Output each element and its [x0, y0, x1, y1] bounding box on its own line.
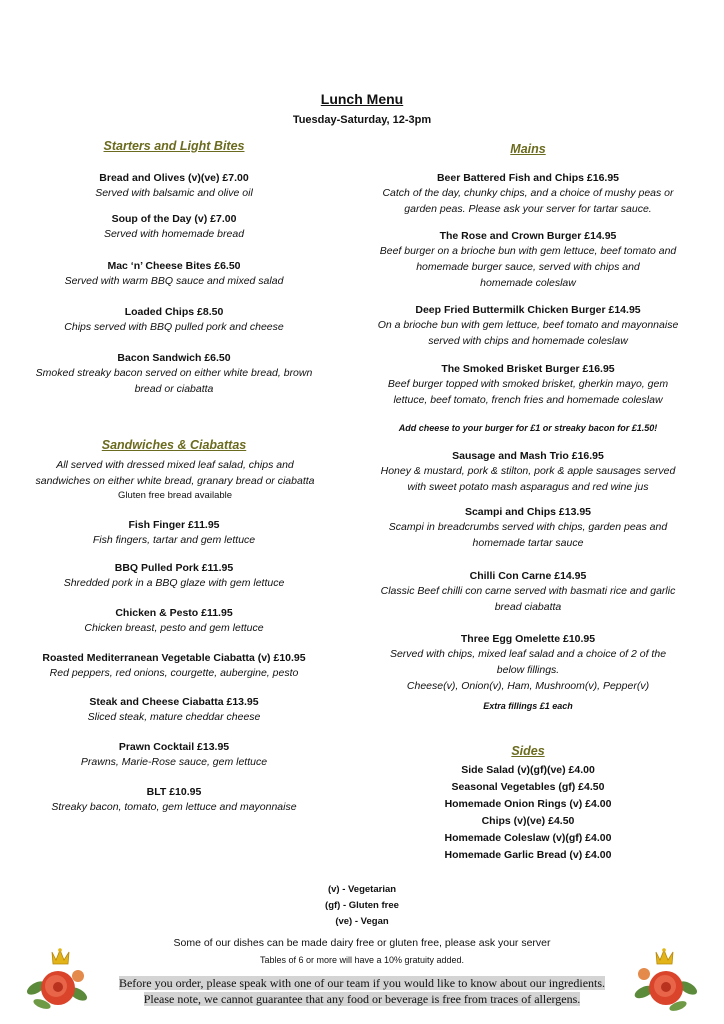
item-description: Served with warm BBQ sauce and mixed salad [64, 275, 284, 287]
starter-item [14, 171, 334, 201]
item-description: Sliced steak, mature cheddar cheese [87, 711, 261, 723]
item-description: Cheese(v), Onion(v), Ham, Mushroom(v), Pepper(v) [406, 680, 650, 692]
burger-addon-note: Add cheese to your burger for £1 or streaky bacon for £1.50! [398, 423, 658, 433]
dietary-legend [212, 882, 512, 930]
item-name: Chicken & Pesto £11.95 [115, 607, 233, 619]
sides-list [360, 762, 696, 864]
rose-crown-logo-right [632, 946, 702, 1016]
item-description: garden peas. Please ask your server for tartar sauce. [404, 203, 652, 215]
side-item: Homemade Coleslaw (v)(gf) £4.00 [444, 832, 612, 844]
sandwich-item [14, 518, 334, 548]
item-description: lettuce, beef tomato, french fries and homemade coleslaw [393, 394, 663, 406]
item-description: Shredded pork in a BBQ glaze with gem lettuce [63, 577, 285, 589]
item-name: The Rose and Crown Burger £14.95 [439, 230, 617, 242]
item-description: Fish fingers, tartar and gem lettuce [92, 534, 256, 546]
sandwich-item [14, 695, 334, 725]
side-item: Homemade Onion Rings (v) £4.00 [444, 798, 612, 810]
item-name: Soup of the Day (v) £7.00 [111, 213, 237, 225]
item-name: Deep Fried Buttermilk Chicken Burger £14.95 [415, 304, 641, 316]
item-description: homemade burger sauce, served with chips and [416, 261, 640, 273]
menu-title: Lunch Menu [320, 91, 404, 107]
starters-heading: Starters and Light Bites [103, 139, 245, 153]
allergen-line-2: Please note, we cannot guarantee that any food or beverage is free from traces of allergens. [143, 992, 581, 1006]
item-name: Beer Battered Fish and Chips £16.95 [436, 172, 620, 184]
main-item [360, 449, 696, 495]
main-item [360, 171, 696, 217]
item-description: Served with homemade bread [103, 228, 245, 240]
legend-item: (ve) - Vegan [335, 916, 389, 927]
rose-crown-logo-left [22, 946, 92, 1016]
item-description: Beef burger topped with smoked brisket, gherkin mayo, gem [387, 378, 669, 390]
item-description: bread or ciabatta [134, 383, 214, 395]
main-item [360, 362, 696, 408]
item-description: Streaky bacon, tomato, gem lettuce and mayonnaise [51, 801, 297, 813]
sandwiches-intro [10, 457, 340, 503]
item-description: On a brioche bun with gem lettuce, beef tomato and mayonnaise [377, 319, 679, 331]
gratuity-note: Tables of 6 or more will have a 10% gratuity added. [259, 955, 465, 965]
item-name: Roasted Mediterranean Vegetable Ciabatta (v) £10.95 [42, 652, 306, 664]
item-description: served with chips and homemade coleslaw [428, 335, 628, 347]
side-item: Chips (v)(ve) £4.50 [481, 815, 575, 827]
intro-line: sandwiches on either white bread, granary bread or ciabatta [35, 475, 315, 487]
item-name: Prawn Cocktail £13.95 [118, 741, 230, 753]
item-name: BLT £10.95 [146, 786, 202, 798]
item-description: Served with balsamic and olive oil [95, 187, 253, 199]
item-name: Bread and Olives (v)(ve) £7.00 [99, 172, 249, 184]
item-description: bread ciabatta [494, 601, 562, 613]
item-name: Sausage and Mash Trio £16.95 [452, 450, 604, 462]
item-description: Catch of the day, chunky chips, and a choice of mushy peas or [382, 187, 674, 199]
item-name: Steak and Cheese Ciabatta £13.95 [89, 696, 259, 708]
sandwich-item [14, 740, 334, 770]
starter-item [14, 351, 334, 397]
menu-subtitle: Tuesday-Saturday, 12-3pm [292, 114, 432, 126]
item-description: Chips served with BBQ pulled pork and cheese [64, 321, 284, 333]
main-item [360, 303, 696, 349]
main-item [360, 569, 696, 615]
item-description: with sweet potato mash asparagus and red wine jus [407, 481, 649, 493]
starter-item [14, 259, 334, 289]
sides-heading: Sides [511, 744, 545, 758]
item-description: Scampi in breadcrumbs served with chips, garden peas and [388, 521, 668, 533]
item-description: below fillings. [496, 664, 560, 676]
starter-item [14, 305, 334, 335]
sandwich-item [14, 561, 334, 591]
main-item [360, 505, 696, 551]
extra-fillings-note: Extra fillings £1 each [483, 701, 573, 711]
item-description: Beef burger on a brioche bun with gem lettuce, beef tomato and [379, 245, 677, 257]
item-description: Chicken breast, pesto and gem lettuce [84, 622, 264, 634]
main-item [360, 229, 696, 291]
item-description: Classic Beef chilli con carne served with basmati rice and garlic [380, 585, 676, 597]
side-item: Side Salad (v)(gf)(ve) £4.00 [461, 764, 595, 776]
sandwiches-heading: Sandwiches & Ciabattas [101, 438, 247, 452]
item-description: Prawns, Marie-Rose sauce, gem lettuce [80, 756, 268, 768]
side-item: Seasonal Vegetables (gf) £4.50 [451, 781, 605, 793]
intro-line: All served with dressed mixed leaf salad, chips and [56, 459, 294, 471]
item-name: Fish Finger £11.95 [128, 519, 220, 531]
item-name: Mac ‘n’ Cheese Bites £6.50 [107, 260, 241, 272]
item-description: Red peppers, red onions, courgette, aubergine, pesto [49, 667, 299, 679]
sandwich-item [14, 785, 334, 815]
allergen-line-1: Before you order, please speak with one of our team if you would like to know about our ingredients. [118, 976, 606, 990]
starter-item [14, 212, 334, 242]
main-item [360, 632, 696, 694]
mains-heading: Mains [510, 142, 546, 156]
dairy-gluten-note: Some of our dishes can be made dairy free or gluten free, please ask your server [173, 937, 551, 949]
side-item: Homemade Garlic Bread (v) £4.00 [444, 849, 612, 861]
legend-item: (v) - Vegetarian [327, 884, 397, 895]
sandwich-item [14, 606, 334, 636]
item-description: Smoked streaky bacon served on either white bread, brown [35, 367, 313, 379]
allergen-notice [0, 990, 724, 1008]
item-name: Scampi and Chips £13.95 [464, 506, 592, 518]
sandwich-item [14, 651, 334, 681]
item-description: homemade tartar sauce [472, 537, 584, 549]
item-description: homemade coleslaw [480, 277, 576, 289]
item-name: Loaded Chips £8.50 [124, 306, 224, 318]
item-name: Chilli Con Carne £14.95 [469, 570, 587, 582]
item-description: Honey & mustard, pork & stilton, pork & apple sausages served [380, 465, 676, 477]
item-name: The Smoked Brisket Burger £16.95 [441, 363, 615, 375]
item-name: Three Egg Omelette £10.95 [460, 633, 596, 645]
legend-item: (gf) - Gluten free [325, 900, 399, 911]
item-name: Bacon Sandwich £6.50 [117, 352, 231, 364]
item-description: Served with chips, mixed leaf salad and a choice of 2 of the [389, 648, 667, 660]
item-name: BBQ Pulled Pork £11.95 [114, 562, 234, 574]
gluten-free-note: Gluten free bread available [117, 490, 233, 501]
